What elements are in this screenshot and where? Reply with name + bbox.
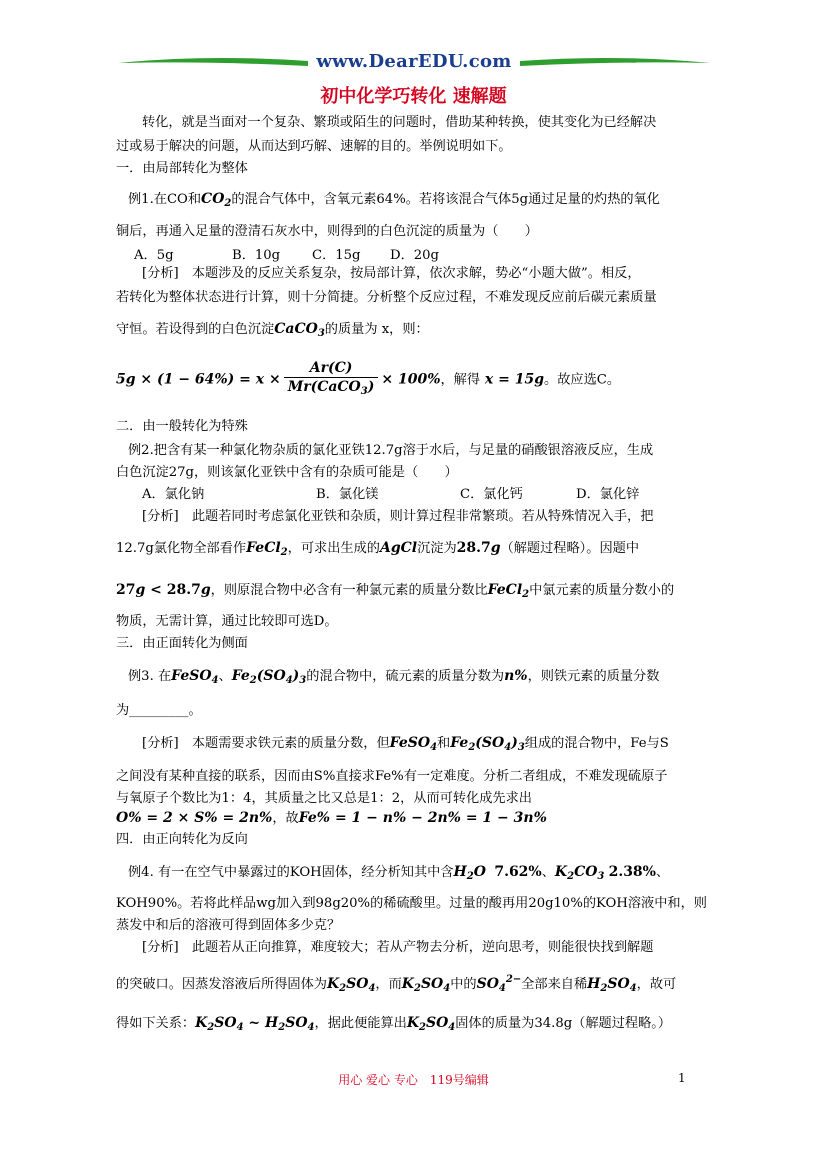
formula-fecl2: FeCl$_2$ <box>487 582 530 600</box>
equation-fe-percent: Fe% = 1 − n% − 2n% = 1 − 3n% <box>298 810 547 826</box>
equation-fraction: $\frac{Ar(C)}{Mr(CaCO_3)}$ <box>284 360 379 400</box>
text: ，解得 <box>440 372 481 388</box>
option-a: A．5g <box>134 248 174 263</box>
analysis-2-line-2 <box>116 540 639 561</box>
example-4-line-1 <box>128 864 669 885</box>
intro-line-2: 过或易于解决的问题，从而达到巧解、速解的目的。举例说明如下。 <box>116 139 512 154</box>
text: 、 <box>655 865 670 880</box>
analysis-1-line-1: [分析] 本题涉及的反应关系复杂，按局部计算，依次求解，势必“小题大做”。相反， <box>142 266 641 281</box>
example-3-line-1 <box>128 668 659 689</box>
formula-fe2so43: $Fe_2(SO_4)_3$ <box>450 735 525 753</box>
formula-fecl2: FeCl$_2$ <box>246 540 288 558</box>
value-n-percent: n% <box>504 668 528 684</box>
value-7-62: 7.62% <box>494 864 542 880</box>
example-1-options <box>134 248 439 264</box>
analysis-3-line-2: 之间没有某种直接的联系，因而由S%直接求Fe%有一定难度。分析二者组成，不难发现硫原子 <box>116 769 668 784</box>
option-a: A．氯化钠 <box>142 487 205 502</box>
text: 例3. 在 <box>128 669 172 684</box>
option-c: C．15g <box>312 248 361 263</box>
formula-k2so4: $K_2SO_4$ <box>327 976 376 994</box>
value-28-7g: 28.7g <box>456 540 501 556</box>
text: 中的 <box>450 977 477 992</box>
text: 、 <box>541 865 555 880</box>
example-4-line-2: KOH90%。若将此样品wg加入到98g20%的稀硫酸里。过量的酸再用20g10%的KOH溶液中和，则 <box>116 896 707 911</box>
formula-agcl: AgCl <box>379 540 418 556</box>
example-3-line-2: 为_________。 <box>116 703 202 718</box>
equation-o-percent: O% = 2 × S% = 2n% <box>116 810 273 826</box>
text: ，故 <box>272 811 299 826</box>
site-url[interactable]: www.DearEDU.com <box>316 51 512 72</box>
formula-co2: $CO_2$ <box>201 191 232 209</box>
analysis-3-line-1 <box>142 735 669 756</box>
formula-feso4: FeSO$_4$ <box>171 668 219 686</box>
text: ，可求出生成的 <box>287 541 380 556</box>
option-d: D．20g <box>390 248 439 263</box>
analysis-3-line-3: 与氧原子个数比为1：4，其质量之比又总是1：2，从而可转化成先求出 <box>116 791 532 806</box>
inequality: 27g < 28.7g <box>116 582 211 598</box>
formula-caco3: CaCO$_3$ <box>274 321 325 339</box>
option-b: B．氯化镁 <box>316 487 379 502</box>
example-2-line-1: 例2.把含有某一种氯化物杂质的氯化亚铁12.7g溶于水后，与足量的硝酸银溶液反应，生成 <box>128 443 654 458</box>
example-4-line-3: 蒸发中和后的溶液可得到固体多少克？ <box>116 918 341 933</box>
analysis-1-line-2: 若转化为整体状态进行计算，则十分简捷。分析整个反应过程，不难发现反应前后碳元素质量 <box>116 290 657 305</box>
text: 的混合气体中，含氧元素64%。若将该混合气体5g通过足量的灼热的氧化 <box>231 192 660 207</box>
example-2-line-2: 白色沉淀27g，则该氯化亚铁中含有的杂质可能是（ ） <box>116 465 458 480</box>
text: 、 <box>218 669 232 684</box>
page-number: 1 <box>678 1071 686 1085</box>
analysis-2-line-1: [分析] 此题若同时考虑氯化亚铁和杂质，则计算过程非常繁琐。若从特殊情况入手，把 <box>142 509 654 524</box>
section-2-heading: 二．由一般转化为特殊 <box>116 419 248 434</box>
option-b: B．10g <box>232 248 281 263</box>
analysis-4-line-3 <box>116 1015 671 1036</box>
text: 和 <box>437 736 451 751</box>
text: 例4. 有一在空气中暴露过的KOH固体，经分析知其中含 <box>128 865 454 880</box>
text: 的突破口。因蒸发溶液后所得固体为 <box>116 977 327 992</box>
formula-k2so4: $K_2SO_4$ <box>406 1015 456 1033</box>
example-1-line-2: 铜后，再通入足量的澄清石灰水中，则得到的白色沉淀的质量为（ ） <box>116 224 538 239</box>
text: 例1.在CO和 <box>128 192 202 207</box>
option-d: D．氯化锌 <box>576 487 640 502</box>
text: 。故应选C。 <box>544 372 621 388</box>
analysis-3-line-4 <box>116 810 547 827</box>
text: （解题过程略）。因题中 <box>500 541 640 556</box>
relation-k2so4-h2so4: $K_2SO_4$ ~ $H_2SO_4$ <box>195 1015 315 1033</box>
page-title: 初中化学巧转化 速解题 <box>320 86 507 107</box>
text: ，而 <box>375 977 402 992</box>
section-4-heading: 四．由正向转化为反向 <box>116 832 248 847</box>
equation-rhs: × 100% <box>381 371 441 388</box>
text: ，据此便能算出 <box>314 1016 407 1031</box>
value-2-38: 2.38% <box>608 864 656 880</box>
text: 全部来自稀 <box>521 977 588 992</box>
text: 中氯元素的质量分数小的 <box>529 583 675 598</box>
analysis-2-line-3 <box>116 582 674 603</box>
text: ，则原混合物中必含有一种氯元素的质量分数比 <box>210 583 488 598</box>
page-footer: 用心 爱心 专心 119号编辑 <box>338 1073 489 1087</box>
formula-k2co3: $K_2CO_3$ <box>554 864 605 882</box>
section-1-heading: 一．由局部转化为整体 <box>116 161 248 176</box>
text: 固体的质量为34.8g（解题过程略。） <box>455 1016 672 1031</box>
equation-lhs: 5g × (1 − 64%) = x × <box>116 371 281 388</box>
analysis-4-line-1: [分析] 此题若从正向推算，难度较大；若从产物去分析，逆向思考，则能很快找到解题 <box>142 940 654 955</box>
equation-result: x = 15g <box>480 371 545 388</box>
text: 组成的混合物中，Fe与S <box>524 736 669 751</box>
text: 得如下关系： <box>116 1016 196 1031</box>
text: 12.7g氯化物全部看作 <box>116 541 247 556</box>
text: [分析] 本题需要求铁元素的质量分数，但 <box>142 736 390 751</box>
text: 的混合物中，硫元素的质量分数为 <box>306 669 505 684</box>
intro-line-1: 转化，就是当面对一个复杂、繁琐或陌生的问题时，借助某种转换，使其变化为已经解决 <box>142 115 657 130</box>
analysis-1-line-3 <box>116 321 429 342</box>
option-c: C．氯化钙 <box>460 487 523 502</box>
formula-fe2so43: $Fe_2(SO_4)_3$ <box>231 668 307 686</box>
formula-h2so4: $H_2SO_4$ <box>587 976 637 994</box>
formula-feso4: FeSO$_4$ <box>389 735 438 753</box>
formula-h2o: $H_2O$ <box>453 864 486 882</box>
section-3-heading: 三．由正面转化为侧面 <box>116 636 248 651</box>
text: 守恒。若设得到的白色沉淀 <box>116 322 275 337</box>
text: 沉淀为 <box>417 541 457 556</box>
example-2-options <box>142 487 639 503</box>
example-1-line-1 <box>128 191 660 212</box>
site-banner <box>118 52 710 74</box>
analysis-4-line-2 <box>116 972 676 997</box>
text: ，故可 <box>636 977 677 992</box>
equation-1 <box>116 360 620 400</box>
formula-k2so4: $K_2SO_4$ <box>401 976 451 994</box>
text: ，则铁元素的质量分数 <box>527 669 660 684</box>
formula-so4-ion: $SO_4^{2-}$ <box>476 974 522 994</box>
analysis-2-line-4: 物质，无需计算，通过比较即可选D。 <box>116 614 338 629</box>
text: 的质量为 x，则： <box>324 322 429 337</box>
